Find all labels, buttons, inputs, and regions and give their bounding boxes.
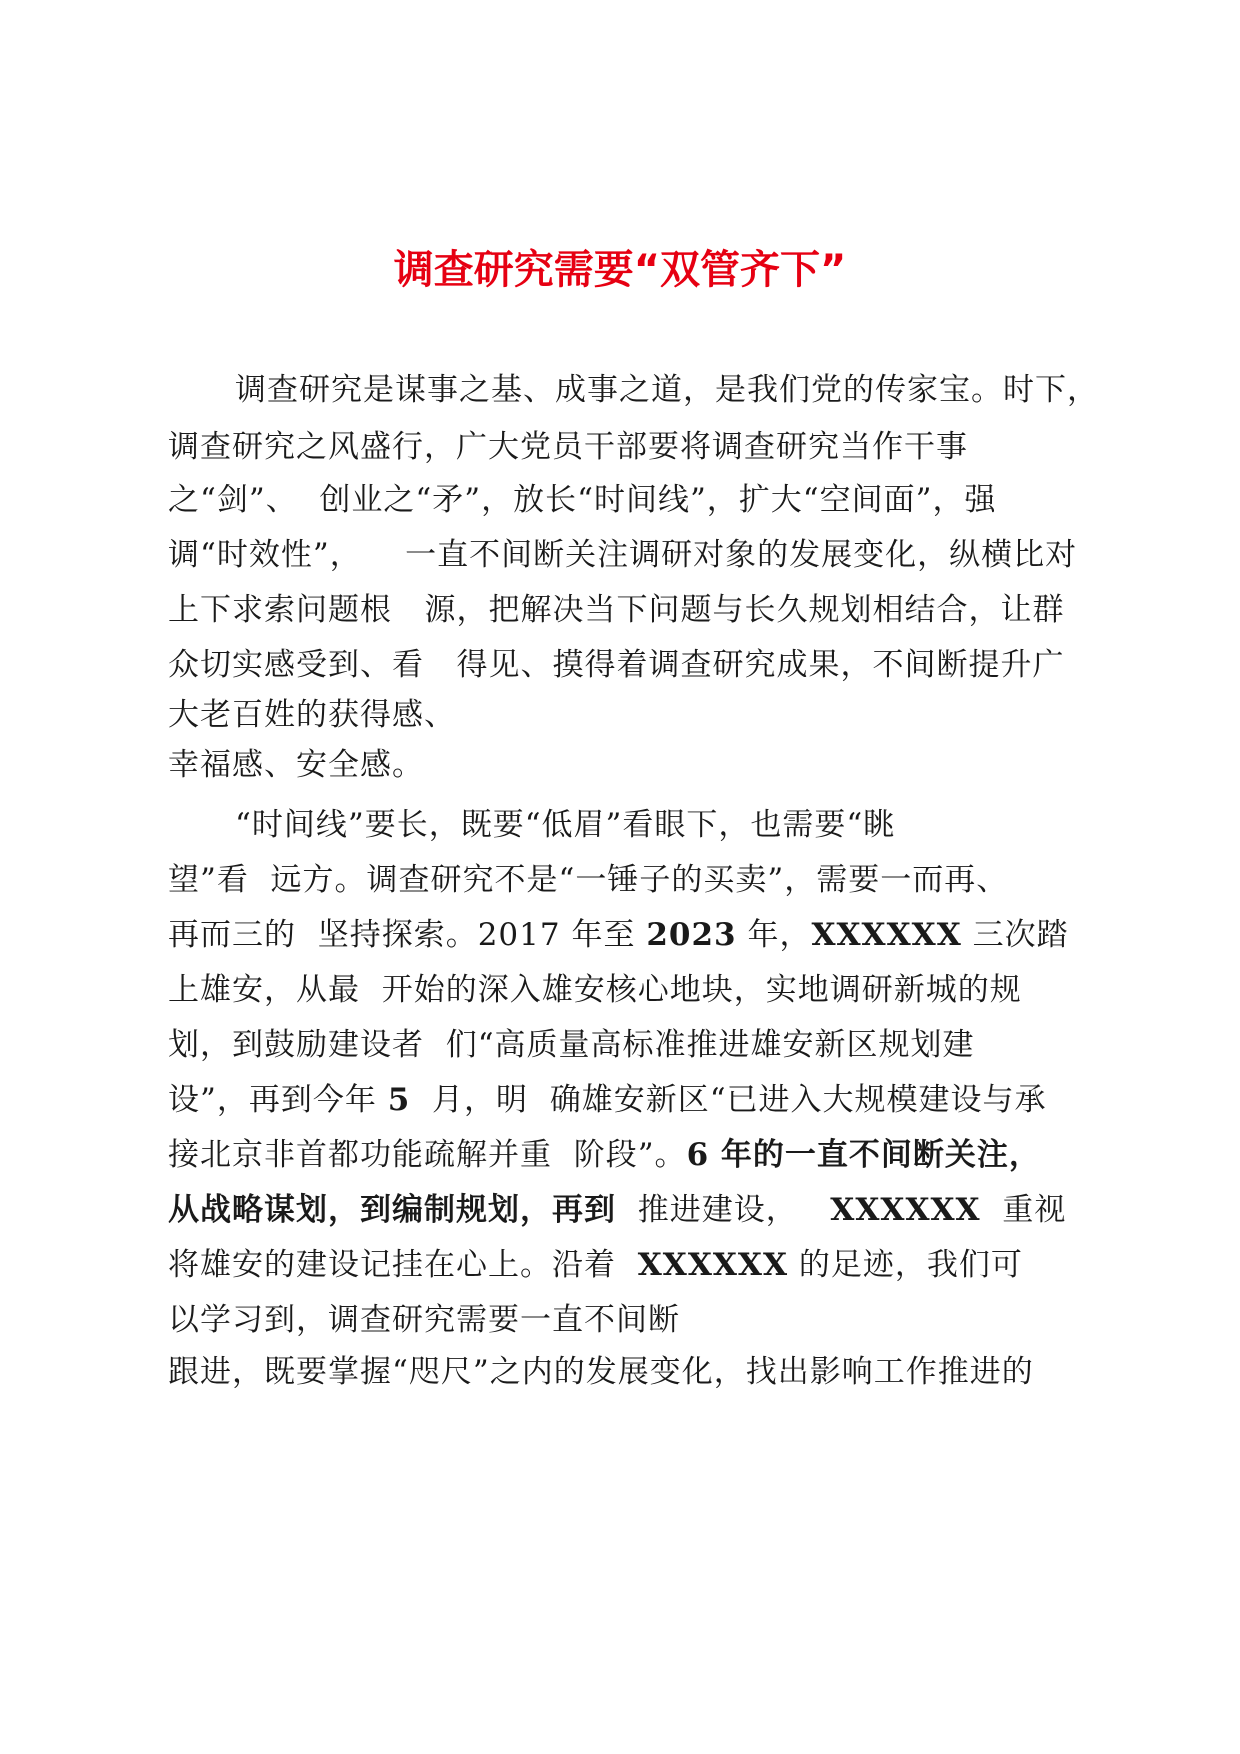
document-title: 调查研究需要“双管齐下” bbox=[393, 247, 847, 293]
body-line-7: 大老百姓的获得感、 bbox=[168, 697, 456, 733]
body-line-6: 众切实感受到、看 得见、摸得着调查研究成果，不间断提升广 bbox=[168, 647, 1065, 683]
body-line-10: 望”看 远方。调查研究不是“一锤子的买卖”，需要一而再、 bbox=[168, 862, 1009, 898]
body-line-5: 上下求索问题根 源，把解决当下问题与长久规划相结合，让群 bbox=[168, 592, 1065, 628]
body-line-13: 划，到鼓励建设者 们“高质量高标准推进雄安新区规划建 bbox=[168, 1027, 975, 1063]
body-line-3: 之“剑”、 创业之“矛”，放长“时间线”，扩大“空间面”，强 bbox=[168, 482, 997, 518]
body-line-15: 接北京非首都功能疏解并重 阶段”。6 年的一直不间断关注， bbox=[168, 1137, 1041, 1173]
body-line-8: 幸福感、安全感。 bbox=[168, 747, 424, 783]
body-line-19: 跟进，既要掌握“咫尺”之内的发展变化，找出影响工作推进的 bbox=[168, 1354, 1034, 1390]
body-line-2: 调查研究之风盛行，广大党员干部要将调查研究当作干事 bbox=[168, 429, 968, 465]
body-line-14: 设”，再到今年 5 月，明 确雄安新区“已进入大规模建设与承 bbox=[168, 1082, 1047, 1118]
body-line-18: 以学习到，调查研究需要一直不间断 bbox=[168, 1302, 680, 1338]
body-line-9: “时间线”要长，既要“低眉”看眼下，也需要“眺 bbox=[235, 807, 896, 843]
body-line-16: 从战略谋划，到编制规划，再到 推进建设， XXXXXX 重视 bbox=[168, 1192, 1067, 1228]
body-line-4: 调“时效性”， 一直不间断关注调研对象的发展变化，纵横比对 bbox=[168, 537, 1078, 573]
body-line-12: 上雄安，从最 开始的深入雄安核心地块，实地调研新城的规 bbox=[168, 972, 1022, 1008]
body-line-17: 将雄安的建设记挂在心上。沿着 XXXXXX 的足迹，我们可 bbox=[168, 1247, 1023, 1283]
body-line-1: 调查研究是谋事之基、成事之道，是我们党的传家宝。时下， bbox=[235, 372, 1099, 408]
body-line-11: 再而三的 坚持探索。2017 年至 2023 年，XXXXXX 三次踏 bbox=[168, 917, 1069, 953]
